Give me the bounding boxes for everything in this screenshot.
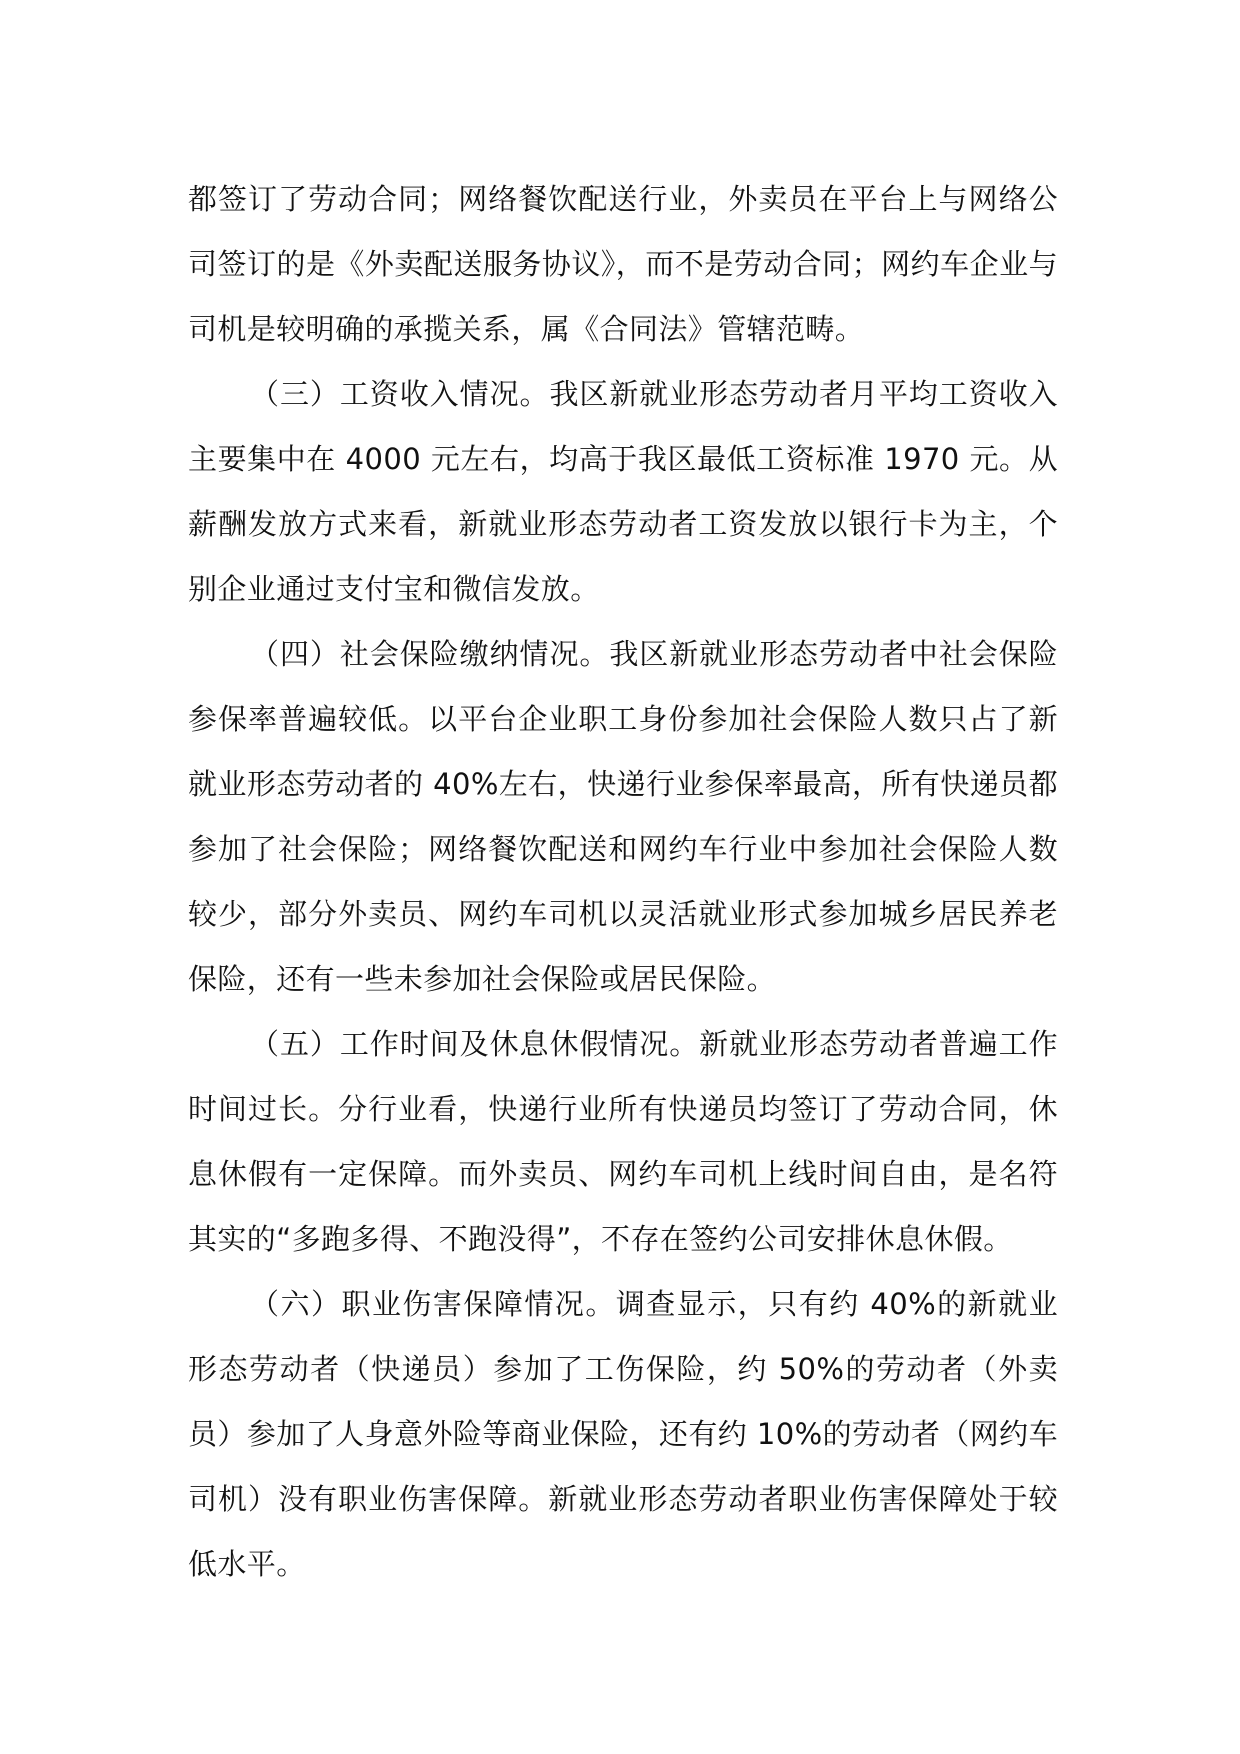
paragraph-wage-income: （三）工资收入情况。我区新就业形态劳动者月平均工资收入主要集中在 4000 元左右，均高于我区最低工资标准 1970 元。从薪酬发放方式来看，新就业形态劳动者工资发放以银行卡为主，个别企业通过支付宝和微信发放。: [188, 377, 1058, 606]
paragraph-working-hours: （五）工作时间及休息休假情况。新就业形态劳动者普遍工作时间过长。分行业看，快递行业所有快递员均签订了劳动合同，休息休假有一定保障。而外卖员、网约车司机上线时间自由，是名符其实的“多跑多得、不跑没得”，不存在签约公司安排休息休假。: [188, 1027, 1058, 1256]
paragraph-social-insurance: （四）社会保险缴纳情况。我区新就业形态劳动者中社会保险参保率普遍较低。以平台企业职工身份参加社会保险人数只占了新就业形态劳动者的 40%左右，快递行业参保率最高，所有快递员都参加了社会保险；网络餐饮配送和网约车行业中参加社会保险人数较少，部分外卖员、网约车司机以灵活就业形式参加城乡居民养老保险，还有一些未参加社会保险或居民保险。: [188, 637, 1058, 996]
paragraph-occupational-injury: （六）职业伤害保障情况。调查显示，只有约 40%的新就业形态劳动者（快递员）参加了工伤保险，约 50%的劳动者（外卖员）参加了人身意外险等商业保险，还有约 10%的劳动者（网约车司机）没有职业伤害保障。新就业形态劳动者职业伤害保障处于较低水平。: [188, 1287, 1058, 1581]
paragraph-continuation: 都签订了劳动合同；网络餐饮配送行业，外卖员在平台上与网络公司签订的是《外卖配送服务协议》，而不是劳动合同；网约车企业与司机是较明确的承揽关系，属《合同法》管辖范畴。: [188, 182, 1058, 346]
document-body: [188, 167, 1058, 1597]
